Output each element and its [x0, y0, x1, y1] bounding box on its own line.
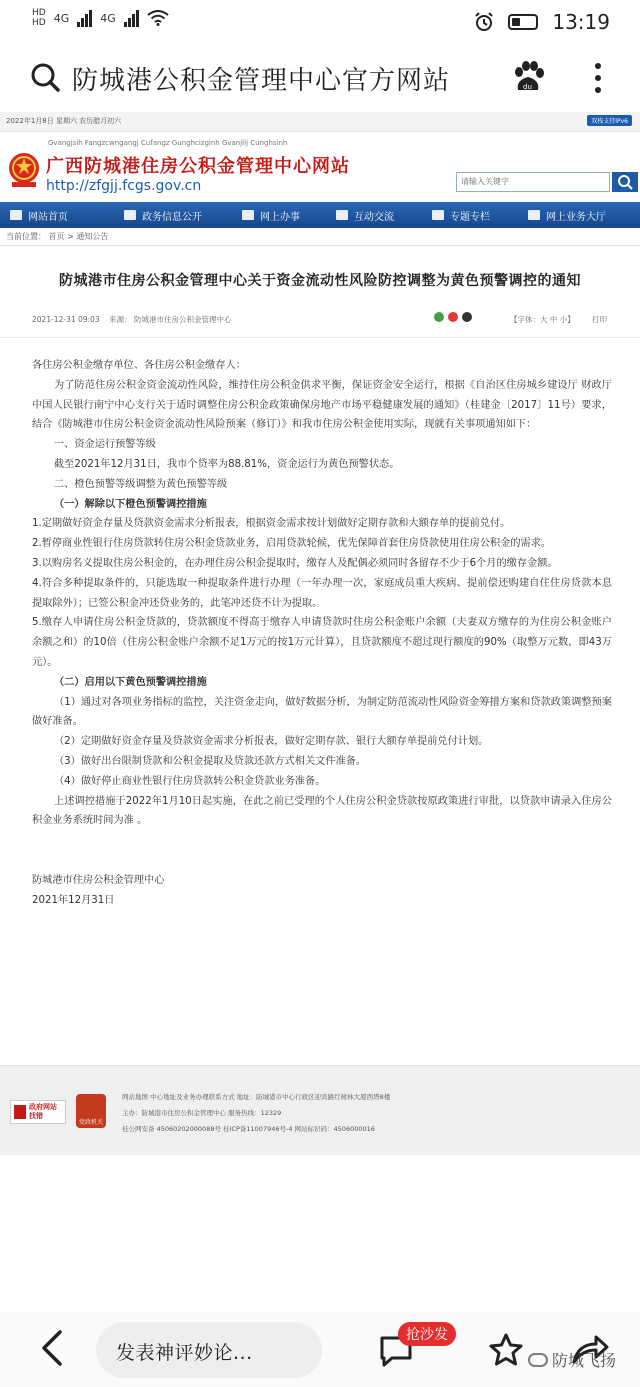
- status-left: [32, 8, 169, 28]
- baidu-paw-icon[interactable]: [510, 60, 546, 96]
- subheading: （一）解除以下橙色预警调控措施: [54, 498, 207, 510]
- topic-icon: [432, 210, 444, 220]
- national-emblem-icon: [6, 150, 42, 190]
- date-line: 2022年1月8日 星期六 农历腊月初六: [6, 117, 122, 125]
- signature: 防城港市住房公积金管理中心: [32, 875, 165, 887]
- site-pinyin: Gvangjsih Fangzcwngangj Cufangz Gunghcizginh Gvanjlij Cunghsinh: [48, 139, 288, 147]
- wechat-icon: [528, 1353, 548, 1367]
- hall-icon: [528, 210, 540, 220]
- footer-line-1: 网站地图 中心地址及业务办理联系方式 地址：防城港市中心行政区迎宾路红树林大厦西塔8楼: [122, 1093, 391, 1101]
- main-nav: [0, 202, 640, 228]
- paragraph: 各住房公积金缴存单位、各住房公积金缴存人：: [32, 360, 246, 371]
- browser-search-bar[interactable]: [0, 44, 640, 116]
- paragraph: （2）定期做好资金存量及贷款资金需求分析报表，做好定期存款、银行大额存单提前兑付计划。: [54, 736, 489, 748]
- article-title: 防城港市住房公积金管理中心关于资金流动性风险防控调整为黄色预警调控的通知: [59, 273, 581, 289]
- star-icon[interactable]: [488, 1332, 524, 1368]
- footer-line-3: 桂公网安备 45060202000088号 桂ICP备11007946号-4 网站标识码：4506000016: [122, 1125, 375, 1133]
- clock: 13:19: [552, 10, 610, 34]
- paragraph: 截至2021年12月31日，我市个贷率为88.81%，资金运行为黄色预警状态。: [54, 458, 400, 470]
- site-header: [0, 132, 640, 202]
- subheading: （二）启用以下黄色预警调控措施: [54, 676, 207, 688]
- article-meta: [0, 312, 640, 338]
- breadcrumb: 当前位置： 首页 > 通知公告: [0, 228, 640, 246]
- top-info-line: [0, 112, 640, 132]
- nav-item-interaction[interactable]: 互动交流: [308, 202, 404, 228]
- paragraph: 为了防范住房公积金资金流动性风险，维持住房公积金供求平衡，保证资金安全运行，根据《自治区住房城乡建设厅 财政厅 中国人民银行南宁中心支行关于适时调整住房公积金政策确保房地产市场平稳健康发展的通知》（桂建金〔2017〕11号）要求，结合《防城港市住房公积金资金流动性风险预案（修订）》和我市住房公积金使用实际，现就有关事项通知如下：: [32, 379, 612, 431]
- grab-sofa-badge[interactable]: 抢沙发: [398, 1322, 456, 1346]
- nav-item-gov-info[interactable]: 政务信息公开: [96, 202, 214, 228]
- monitor-icon: [242, 210, 254, 220]
- signal-icon: [77, 9, 92, 27]
- nav-item-home[interactable]: 网站首页: [0, 202, 96, 228]
- wechat-share-icon[interactable]: [434, 312, 444, 322]
- font-size-switch[interactable]: 【字体：大 中 小】: [510, 315, 575, 324]
- chat-icon: [336, 210, 348, 220]
- paragraph: 5.缴存人申请住房公积金贷款的，贷款额度不得高于缴存人申请贷款时住房公积金账户余额（夫妻双方缴存的为住房公积金账户余额之和）的10倍（住房公积金账户余额不足1万元的按1万元计算），且贷款额度不超过现行额度的90%（取整万元数，即43万元）。: [32, 617, 612, 668]
- paragraph: 2.暂停商业性银行住房贷款转住房公积金贷款业务，启用贷款轮候，优先保障首套住房贷款使用住房公积金的需求。: [32, 538, 552, 550]
- more-vertical-icon[interactable]: [590, 60, 606, 96]
- footer-line-2: 主办：防城港市住房公积金管理中心 服务热线：12329: [122, 1109, 282, 1117]
- browser-search-text[interactable]: 防城港公积金管理中心官方网站: [72, 66, 451, 96]
- flag-icon: [14, 1105, 26, 1119]
- ipv6-badge: 双栈支持IPv6: [587, 115, 632, 126]
- share-icons: [434, 312, 472, 322]
- browser-bottom-bar: [0, 1312, 640, 1387]
- nav-item-business-hall[interactable]: 网上业务大厅: [500, 202, 630, 228]
- hd-label-2: HD: [32, 18, 46, 28]
- share-more-icon[interactable]: [462, 312, 472, 322]
- hd-label-1: HD: [32, 8, 46, 18]
- status-right: [474, 10, 610, 34]
- article-body: [0, 338, 640, 911]
- nav-item-topics[interactable]: 专题专栏: [404, 202, 500, 228]
- paragraph: 3.以购房名义提取住房公积金的，在办理住房公积金提取时，缴存人及配偶必须同时各留存不少于6个月的缴存金额。: [32, 557, 558, 569]
- watermark: 防城飞扬: [528, 1348, 616, 1371]
- paragraph: 一、资金运行预警等级: [54, 439, 156, 451]
- site-url[interactable]: http://zfgjj.fcgs.gov.cn: [46, 178, 202, 194]
- comment-input[interactable]: 发表神评妙论...: [96, 1322, 322, 1378]
- nav-item-online-service[interactable]: 网上办事: [214, 202, 308, 228]
- signal-icon: [124, 9, 139, 27]
- article-source: 来源： 防城港市住房公积金管理中心: [109, 315, 232, 324]
- paragraph: （4）做好停止商业性银行住房贷款转公积金贷款业务准备。: [54, 775, 326, 787]
- article-date: 2021-12-31 09:03: [32, 315, 100, 324]
- webpage: [0, 112, 640, 1312]
- site-search-button[interactable]: [612, 172, 638, 192]
- site-footer: [0, 1065, 640, 1155]
- status-bar: [0, 0, 640, 44]
- paragraph: 4.符合多种提取条件的，只能选取一种提取条件进行办理（一年办理一次，家庭成员重大疾病、提前偿还购建自住住房贷款本息提取除外）；已签公积金冲还贷业务的，此笔冲还贷不计为提取。: [32, 577, 612, 609]
- paragraph: （3）做好出台限制贷款和公积金提取及贷款还款方式相关文件准备。: [54, 755, 367, 767]
- weibo-share-icon[interactable]: [448, 312, 458, 322]
- home-icon: [10, 210, 22, 220]
- gov-site-error-badge[interactable]: 政府网站 找错: [10, 1100, 66, 1124]
- battery-icon: [508, 14, 538, 30]
- paragraph: （1）通过对各项业务指标的监控，关注资金走向，做好数据分析，为制定防范流动性风险资金筹措方案和贷款政策调整预案做好准备。: [32, 696, 612, 728]
- site-search-input[interactable]: 请输入关键字: [456, 172, 610, 192]
- network-label-2: 4G: [100, 11, 116, 25]
- back-arrow-icon[interactable]: [38, 1328, 68, 1368]
- search-icon[interactable]: [30, 62, 60, 92]
- paragraph: 上述调控措施于2022年1月10日起实施，在此之前已受理的个人住房公积金贷款按原政策进行审批，以贷款申请录入住房公积金业务系统时间为准 。: [32, 795, 612, 827]
- svg-text:du: du: [523, 83, 532, 91]
- paragraph: 1.定期做好资金存量及贷款资金需求分析报表，根据资金需求按计划做好定期存款和大额存单的提前兑付。: [32, 518, 511, 530]
- network-label-1: 4G: [53, 11, 70, 25]
- party-gov-badge[interactable]: 党政机关: [76, 1094, 106, 1128]
- paragraph: 二、橙色预警等级调整为黄色预警等级: [54, 478, 228, 490]
- info-icon: [124, 210, 136, 220]
- print-link[interactable]: 打印: [592, 315, 607, 324]
- site-name[interactable]: 广西防城港住房公积金管理中心网站: [46, 156, 350, 177]
- alarm-icon: [474, 12, 494, 32]
- wifi-icon: [147, 10, 169, 26]
- sign-date: 2021年12月31日: [32, 894, 115, 906]
